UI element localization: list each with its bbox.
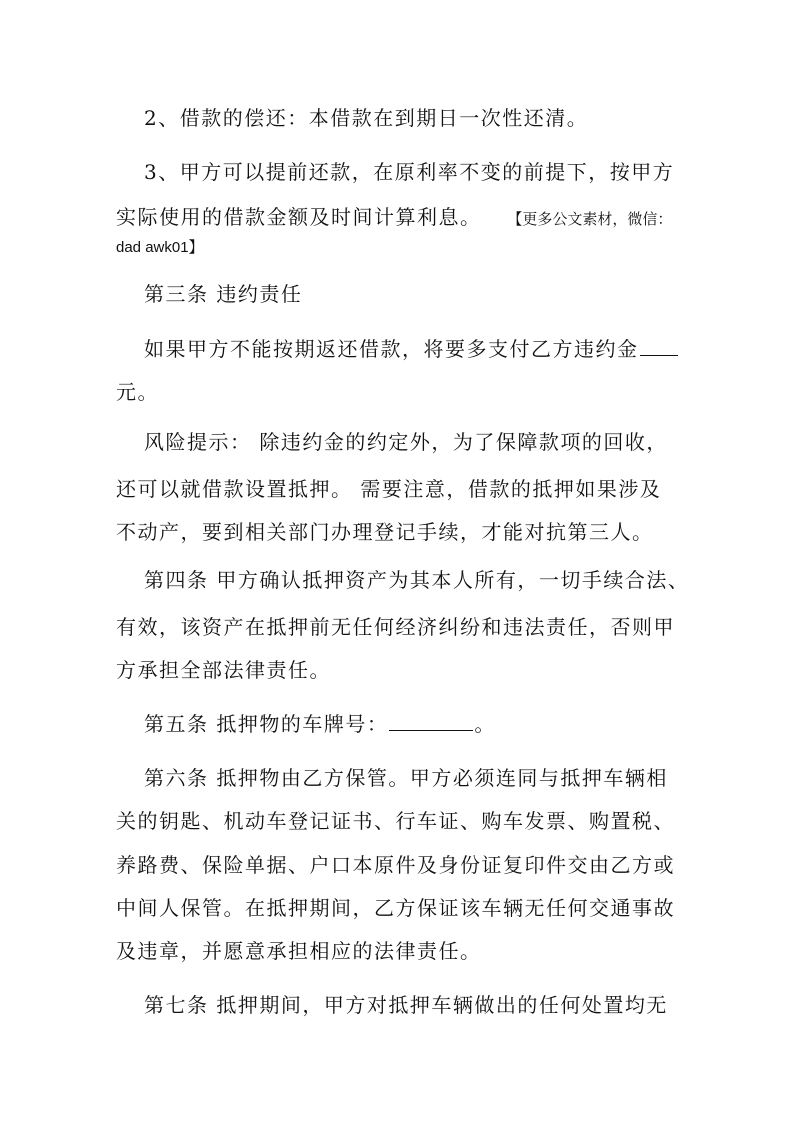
article-6-line-4: 中间人保管。在抵押期间，乙方保证该车辆无任何交通事故 [116,896,675,920]
article-4-line-3: 方承担全部法律责任。 [116,658,331,682]
article-5-text: 第五条 抵押物的车牌号： [144,712,389,736]
risk-note-line-3: 不动产，要到相关部门办理登记手续，才能对抗第三人。 [116,520,654,544]
promo-note-continued: dad awk01】 [116,239,204,256]
plate-number-blank [389,712,473,731]
article-6-line-3: 养路费、保险单据、户口本原件及身份证复印件交由乙方或 [116,853,675,877]
clause-3-early-repayment-line-1: 3、甲方可以提前还款，在原利率不变的前提下，按甲方 [144,160,675,184]
risk-note-line-2: 还可以就借款设置抵押。 需要注意，借款的抵押如果涉及 [116,477,662,501]
article-6-line-5: 及违章，并愿意承担相应的法律责任。 [116,939,482,963]
article-6-line-2: 关的钥匙、机动车登记证书、行车证、购车发票、购置税、 [116,809,675,833]
risk-note-line-1: 风险提示： 除违约金的约定外，为了保障款项的回收， [144,430,668,454]
article-6-line-1: 第六条 抵押物由乙方保管。甲方必须连同与抵押车辆相 [144,766,668,790]
article-3-heading: 第三条 违约责任 [144,282,303,306]
promo-note: 【更多公文素材，微信： [507,211,673,228]
penalty-line-1 [144,335,704,363]
article-4-line-1: 第四条 甲方确认抵押资产为其本人所有，一切手续合法、 [144,568,690,592]
penalty-text: 如果甲方不能按期返还借款，将要多支付乙方违约金 [144,337,639,361]
penalty-line-2: 元。 [116,380,159,404]
article-7-line-1: 第七条 抵押期间，甲方对抵押车辆做出的任何处置均无 [144,993,668,1017]
article-4-line-2: 有效，该资产在抵押前无任何经济纠纷和违法责任，否则甲 [116,615,675,639]
penalty-amount-blank [640,337,678,356]
article-5-line [144,710,704,738]
clause-3-early-repayment-line-2 [116,203,706,234]
article-5-period: 。 [474,712,496,736]
clause-2-repayment: 2、借款的偿还：本借款在到期日一次性还清。 [144,106,589,130]
clause-3-text: 实际使用的借款金额及时间计算利息。 [116,205,482,229]
